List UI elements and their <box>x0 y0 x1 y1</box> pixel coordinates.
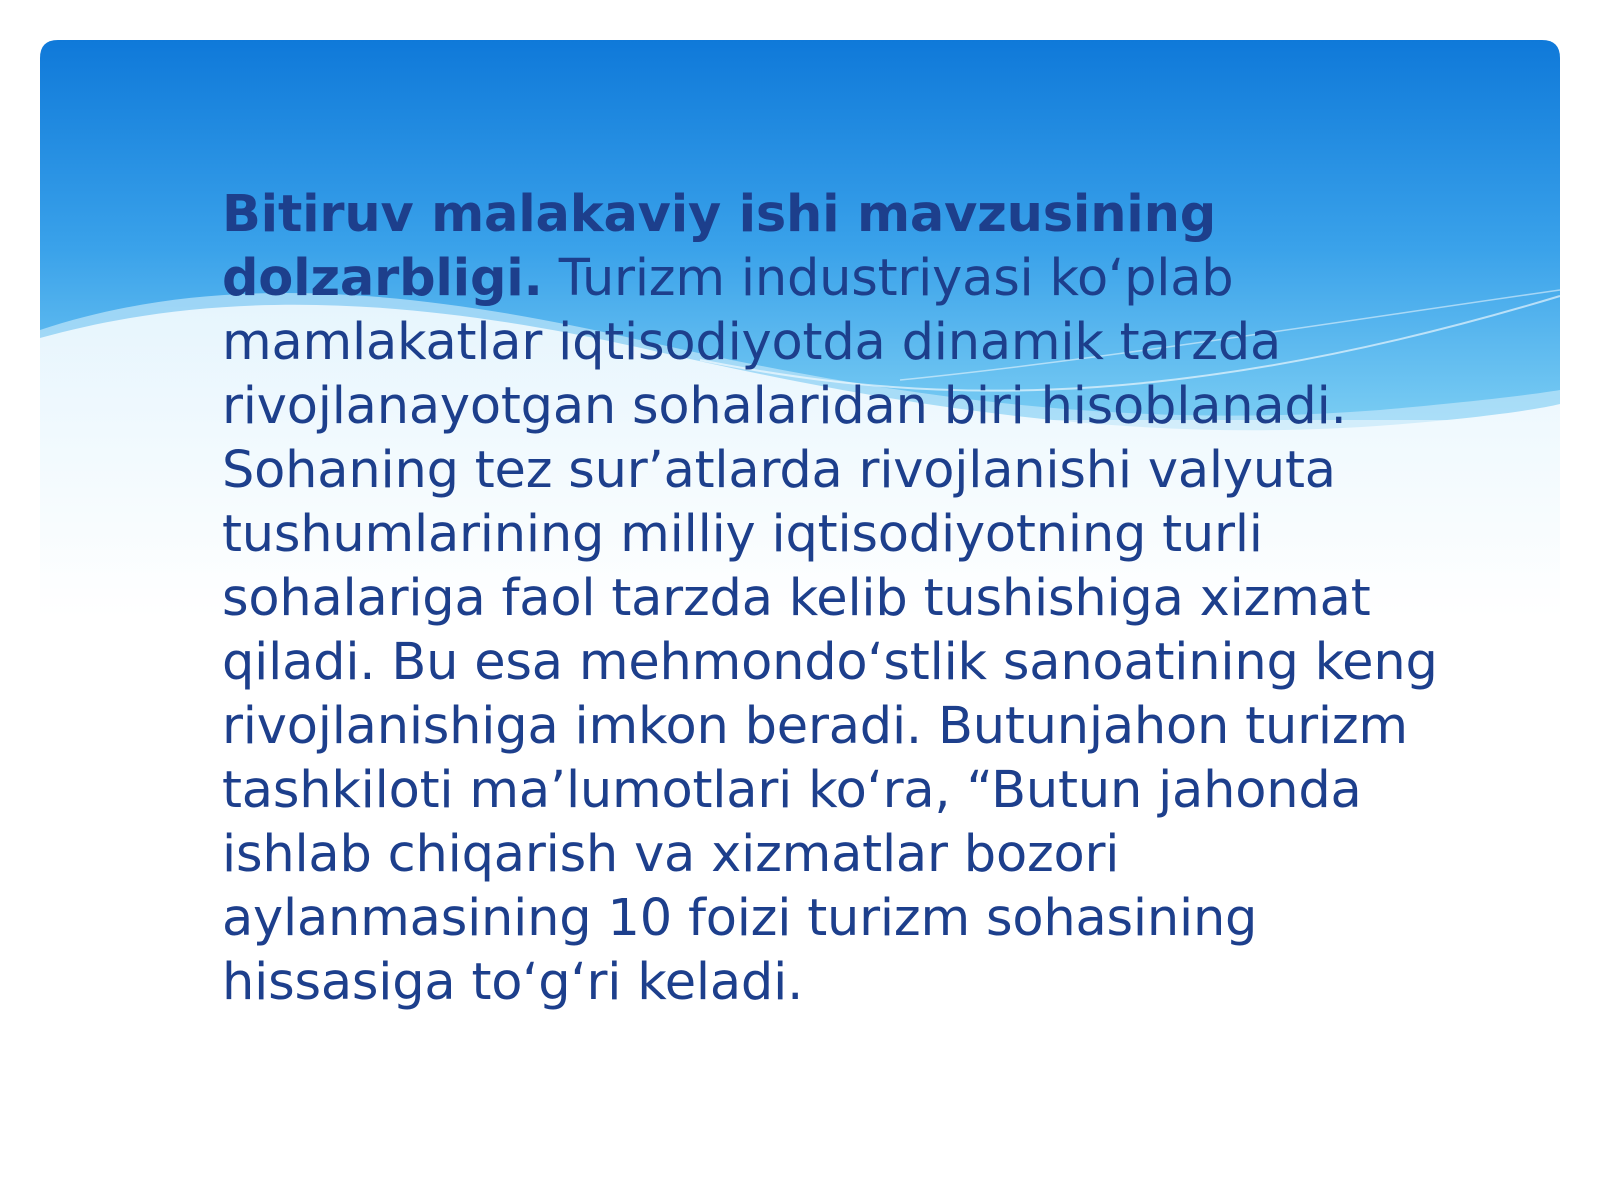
body-paragraph: Turizm industriyasi ko‘plab mamlakatlar iqtisodiyotda dinamik tarzda rivojlanayotgan sohalaridan biri hisoblanadi. Sohaning tez sur’atlarda rivojlanishi valyuta tushumlarining milliy iqtisodiyotning turli sohalariga faol tarzda kelib tushishiga xizmat qiladi. Bu esa mehmondo‘stlik sanoatining keng rivojlanishiga imkon beradi. Butunjahon turizm tashkiloti ma’lumotlari ko‘ra, “Butun jahonda ishlab chiqarish va xizmatlar bozori aylanmasining 10 foizi turizm sohasining hissasiga to‘g‘ri keladi. <box>222 249 1438 1012</box>
lead-heading: Bitiruv malakaviy ishi mavzusining dolzarbligi. <box>222 185 1217 308</box>
slide-body-text <box>222 183 1452 1015</box>
